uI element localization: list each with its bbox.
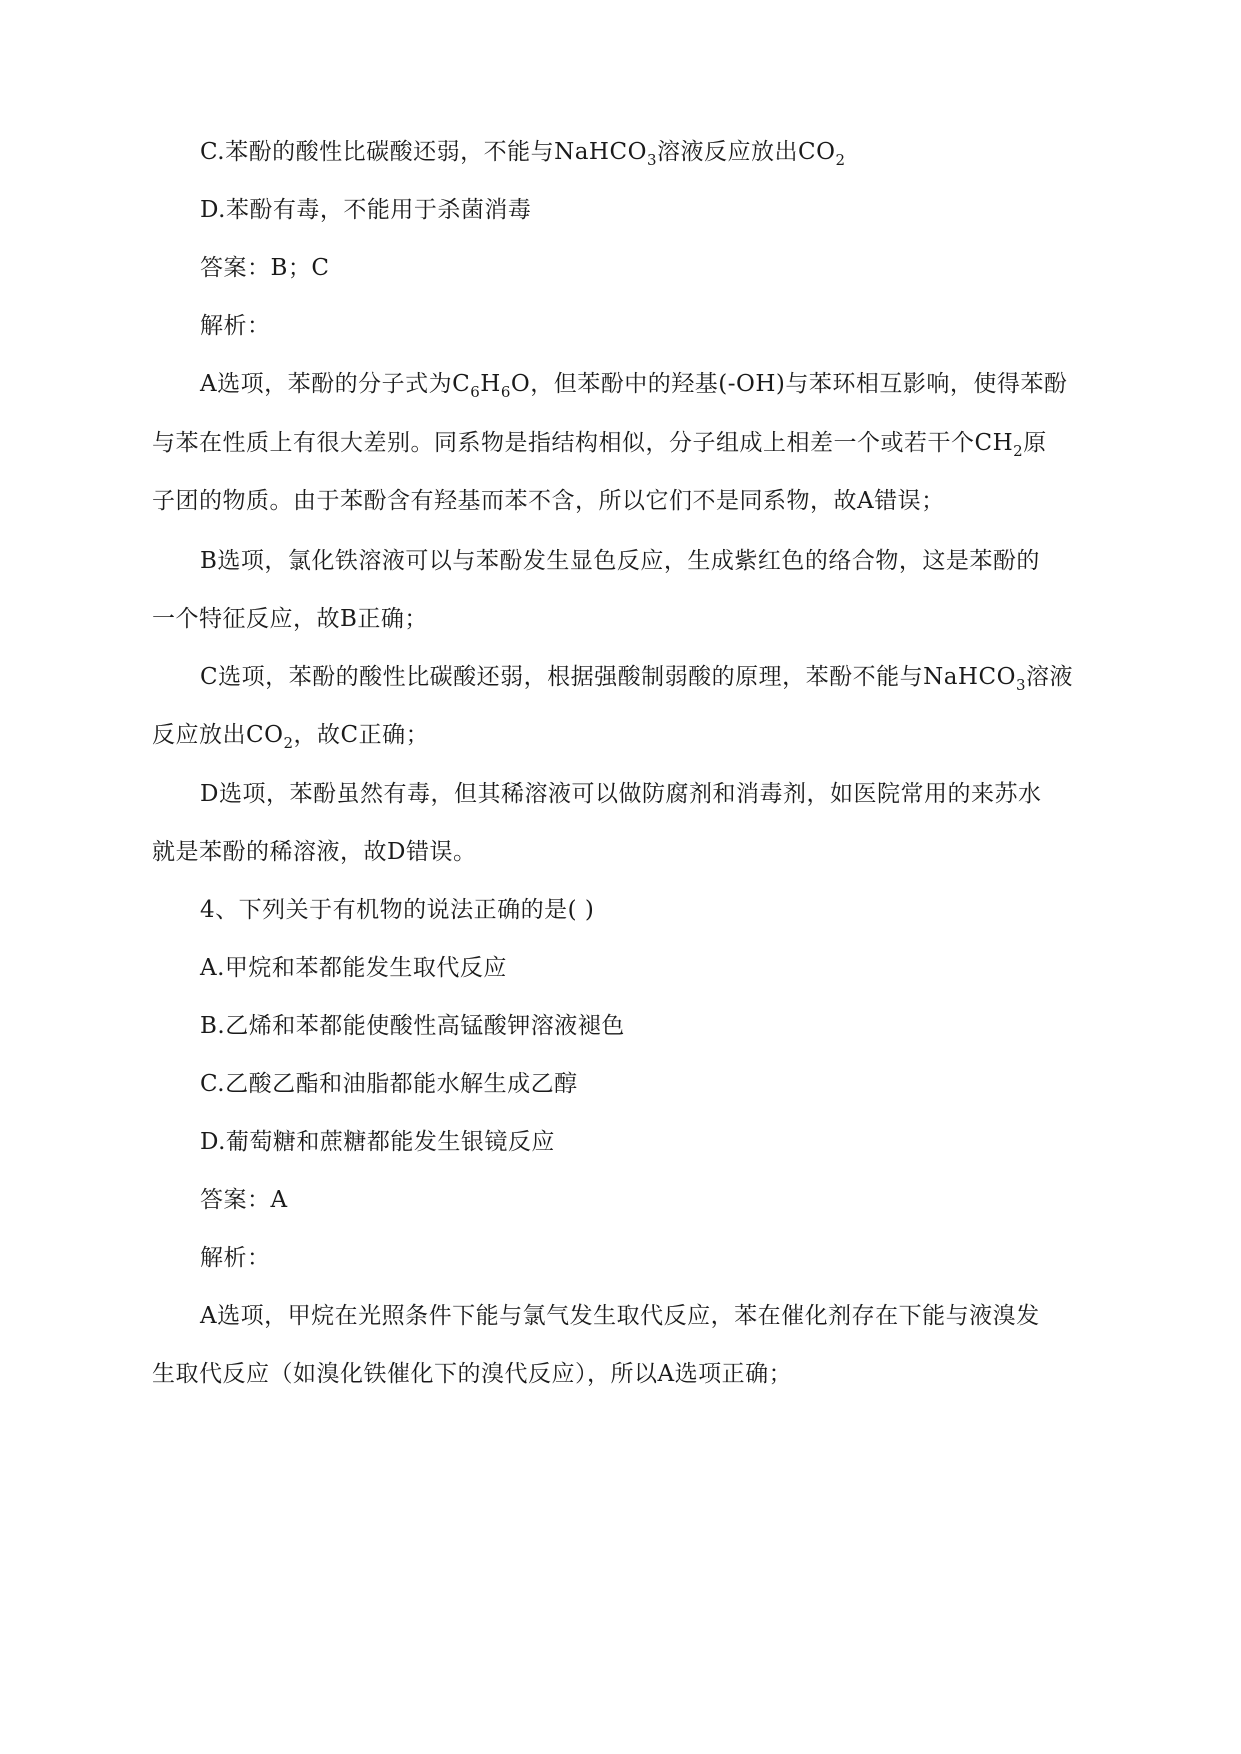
q4-analysis-label: 解析：	[200, 1245, 271, 1271]
text-segment: O，但苯酚中的羟基(-OH)与苯环相互影响，使得苯酚	[510, 371, 1068, 397]
text-segment: 原	[1023, 430, 1047, 456]
q4-option-d: D.葡萄糖和蔗糖都能发生银镜反应	[200, 1129, 555, 1155]
q4-exp-a-line1: A选项，甲烷在光照条件下能与氯气发生取代反应，苯在催化剂存在下能与液溴发	[200, 1303, 1040, 1329]
q4-option-c: C.乙酸乙酯和油脂都能水解生成乙醇	[200, 1071, 578, 1097]
subscript: 2	[1013, 442, 1024, 460]
q3-exp-a-line2	[152, 428, 1047, 458]
q3-option-d: D.苯酚有毒，不能用于杀菌消毒	[200, 197, 532, 223]
q4-question: 4、下列关于有机物的说法正确的是( )	[200, 897, 595, 923]
q3-option-c	[200, 137, 846, 167]
subscript: 3	[1015, 676, 1026, 694]
text-segment: 反应放出CO	[152, 722, 284, 748]
q3-exp-a-line1	[200, 369, 1067, 399]
text-segment: 溶液	[1026, 664, 1073, 690]
text-segment: 与苯在性质上有很大差别。同系物是指结构相似，分子组成上相差一个或若干个CH	[152, 430, 1014, 456]
q3-exp-c-line2	[152, 720, 429, 750]
q4-answer: 答案：A	[200, 1187, 288, 1213]
subscript: 3	[646, 151, 657, 169]
subscript: 2	[835, 151, 846, 169]
q3-exp-b-line2: 一个特征反应，故B正确；	[152, 606, 428, 632]
q3-exp-a-line3: 子团的物质。由于苯酚含有羟基而苯不含，所以它们不是同系物，故A错误；	[152, 488, 945, 514]
q3-answer: 答案：B；C	[200, 255, 330, 281]
q4-option-a: A.甲烷和苯都能发生取代反应	[200, 955, 507, 981]
text-segment: A选项，苯酚的分子式为C	[200, 371, 471, 397]
text-segment: C.苯酚的酸性比碳酸还弱，不能与NaHCO	[200, 139, 647, 165]
subscript: 6	[470, 383, 481, 401]
text-segment: C选项，苯酚的酸性比碳酸还弱，根据强酸制弱酸的原理，苯酚不能与NaHCO	[200, 664, 1016, 690]
subscript: 6	[500, 383, 511, 401]
q3-exp-d-line1: D选项，苯酚虽然有毒，但其稀溶液可以做防腐剂和消毒剂，如医院常用的来苏水	[200, 781, 1042, 807]
q4-exp-a-line2: 生取代反应（如溴化铁催化下的溴代反应），所以A选项正确；	[152, 1361, 793, 1387]
q3-exp-d-line2: 就是苯酚的稀溶液，故D错误。	[152, 839, 477, 865]
text-segment: H	[480, 371, 501, 397]
q3-analysis-label: 解析：	[200, 313, 271, 339]
text-segment: 溶液反应放出CO	[657, 139, 836, 165]
q3-exp-c-line1	[200, 662, 1073, 692]
q3-exp-b-line1: B选项，氯化铁溶液可以与苯酚发生显色反应，生成紫红色的络合物，这是苯酚的	[200, 548, 1040, 574]
text-segment: ，故C正确；	[293, 722, 430, 748]
q4-option-b: B.乙烯和苯都能使酸性高锰酸钾溶液褪色	[200, 1013, 625, 1039]
subscript: 2	[283, 734, 294, 752]
